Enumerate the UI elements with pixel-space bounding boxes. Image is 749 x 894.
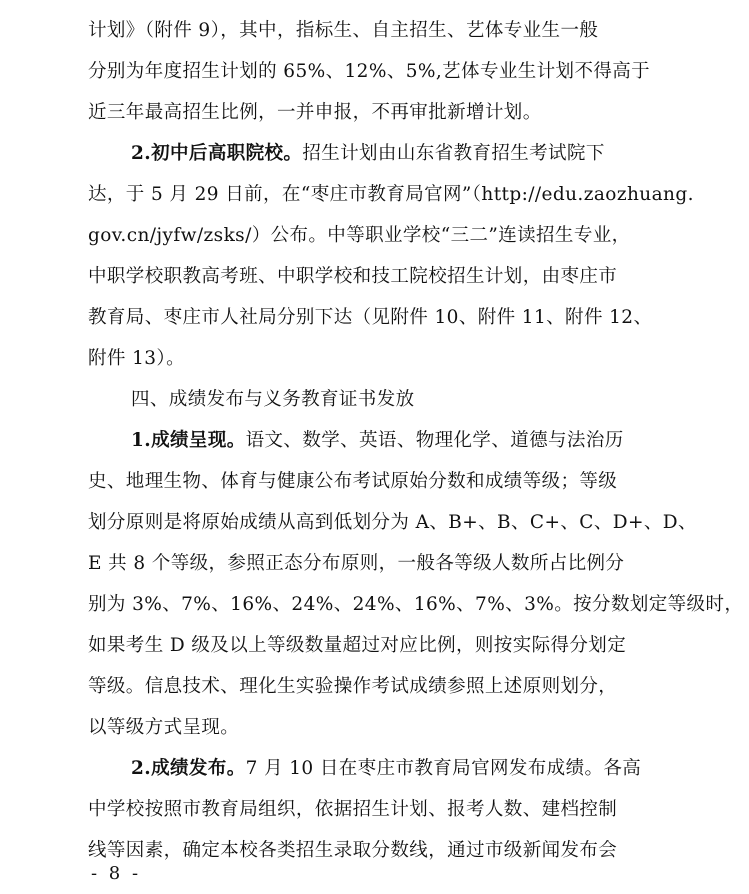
paragraph-line: gov.cn/jyfw/zsks/）公布。中等职业学校“三二”连读招生专业， bbox=[88, 225, 631, 246]
paragraph-line: 如果考生 D 级及以上等级数量超过对应比例，则按实际得分划定 bbox=[88, 635, 627, 656]
paragraph-line bbox=[131, 431, 668, 451]
section-heading: 2.初中后高职院校。 bbox=[131, 143, 303, 164]
paragraph-line: 以等级方式呈现。 bbox=[88, 717, 240, 738]
paragraph-line: 史、地理生物、体育与健康公布考试原始分数和成绩等级；等级 bbox=[88, 471, 618, 492]
paragraph-line: 计划》（附件 9），其中，指标生、自主招生、艺体专业生一般 bbox=[88, 20, 599, 41]
paragraph-text: 招生计划由山东省教育招生考试院下 bbox=[302, 143, 605, 164]
paragraph-line: 近三年最高招生比例，一并申报，不再审批新增计划。 bbox=[88, 102, 542, 123]
paragraph-line bbox=[131, 759, 668, 779]
section-heading: 2.成绩发布。 bbox=[131, 758, 246, 779]
paragraph-line: 中职学校职教高考班、中职学校和技工院校招生计划，由枣庄市 bbox=[88, 266, 618, 287]
paragraph-line: 等级。信息技术、理化生实验操作考试成绩参照上述原则划分， bbox=[88, 676, 618, 697]
paragraph-line bbox=[131, 144, 668, 164]
paragraph-line: 教育局、枣庄市人社局分别下达（见附件 10、附件 11、附件 12、 bbox=[88, 307, 653, 328]
paragraph-text: 7 月 10 日在枣庄市教育局官网发布成绩。各高 bbox=[245, 758, 642, 779]
paragraph-line: 别为 3%、7%、16%、24%、24%、16%、7%、3%。按分数划定等级时， bbox=[88, 594, 744, 615]
section-title: 四、成绩发布与义务教育证书发放 bbox=[131, 389, 415, 410]
paragraph-line: 分别为年度招生计划的 65%、12%、5%,艺体专业生计划不得高于 bbox=[88, 61, 651, 82]
paragraph-line: 附件 13）。 bbox=[88, 348, 185, 369]
paragraph-line: E 共 8 个等级，参照正态分布原则，一般各等级人数所占比例分 bbox=[88, 553, 625, 574]
page-number: - 8 - bbox=[91, 863, 142, 884]
paragraph-text: 语文、数学、英语、物理化学、道德与法治历 bbox=[245, 430, 624, 451]
paragraph-line: 达，于 5 月 29 日前，在“枣庄市教育局官网”（http://edu.zaozhuang. bbox=[88, 184, 694, 205]
paragraph-line: 划分原则是将原始成绩从高到低划分为 A、B+、B、C+、C、D+、D、 bbox=[88, 512, 697, 533]
paragraph-line: 线等因素，确定本校各类招生录取分数线，通过市级新闻发布会 bbox=[88, 840, 618, 861]
section-heading: 1.成绩呈现。 bbox=[131, 430, 246, 451]
paragraph-line: 中学校按照市教育局组织，依据招生计划、报考人数、建档控制 bbox=[88, 799, 618, 820]
